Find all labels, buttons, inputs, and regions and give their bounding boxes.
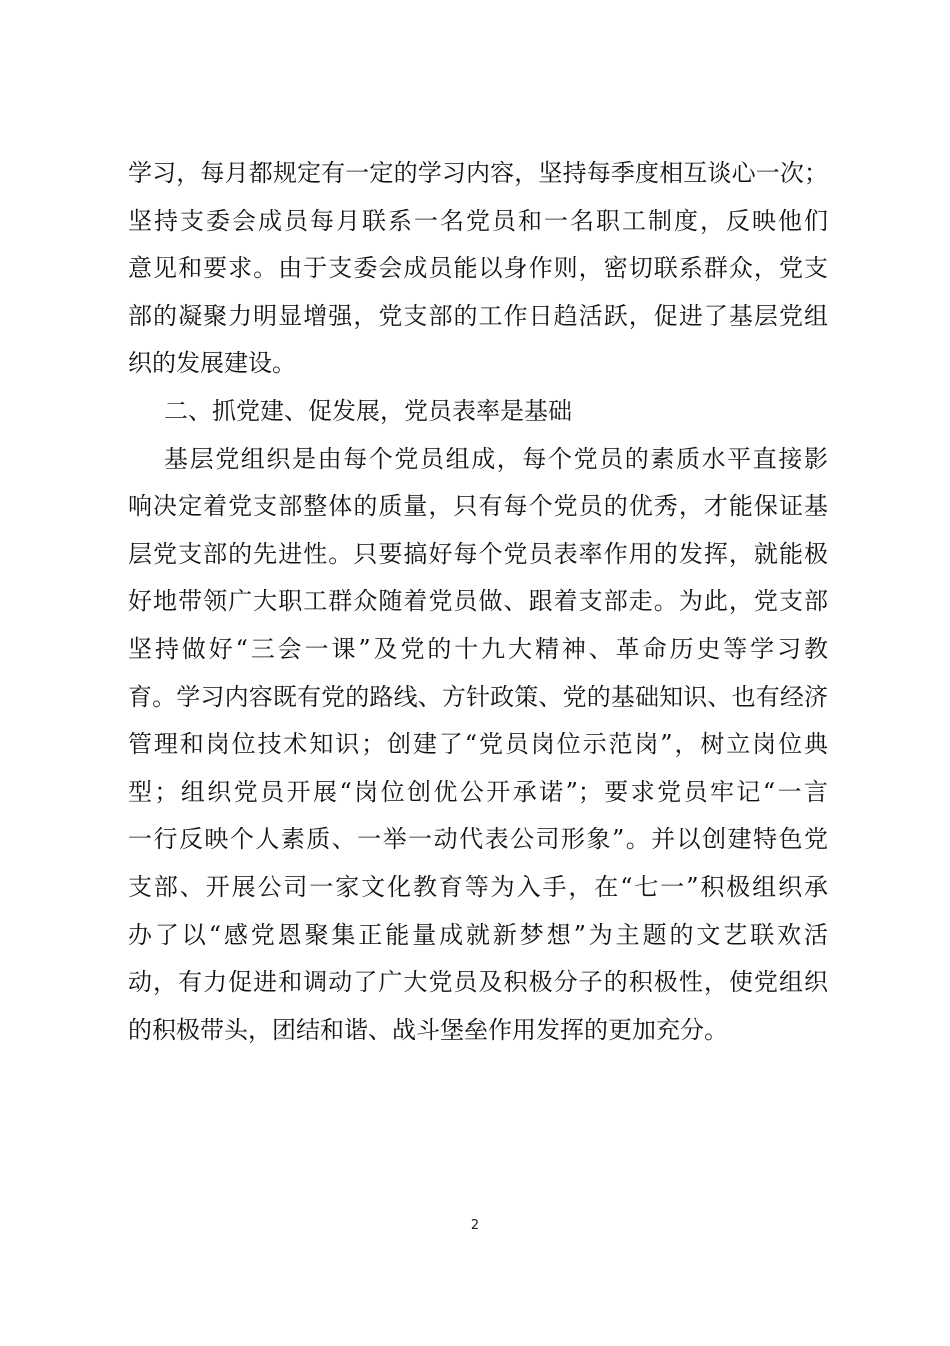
- paragraph-main: [128, 436, 828, 1055]
- paragraph-line: 学习，每月都规定有一定的学习内容，坚持每季度相互谈心一次；: [128, 159, 828, 187]
- paragraph-line: 意见和要求。由于支委会成员能以身作则，密切联系群众，党支: [128, 254, 828, 283]
- paragraph-line: 办了以“感党恩聚集正能量成就新梦想”为主题的文艺联欢活: [128, 920, 828, 949]
- paragraph-line: 动，有力促进和调动了广大党员及积极分子的积极性，使党组织: [128, 968, 828, 997]
- section-heading: 二、抓党建、促发展，党员表率是基础: [164, 396, 572, 425]
- paragraph-line: 部的凝聚力明显增强，党支部的工作日趋活跃，促进了基层党组: [128, 301, 828, 330]
- paragraph-line: 一行反映个人素质、一举一动代表公司形象”。并以创建特色党: [128, 825, 828, 854]
- paragraph-continued: [128, 150, 828, 388]
- document-body: [128, 150, 828, 1054]
- page-number: 2: [470, 1218, 480, 1233]
- paragraph-line: 好地带领广大职工群众随着党员做、跟着支部走。为此，党支部: [128, 587, 828, 616]
- paragraph-line: 支部、开展公司一家文化教育等为入手，在“七一”积极组织承: [128, 872, 828, 901]
- paragraph-line: 型；组织党员开展“岗位创优公开承诺”；要求党员牢记“一言: [128, 777, 828, 806]
- paragraph-line: 的积极带头，团结和谐、战斗堡垒作用发挥的更加充分。: [128, 1015, 728, 1044]
- paragraph-line: 基层党组织是由每个党员组成，每个党员的素质水平直接影: [164, 444, 828, 473]
- paragraph-line: 坚持支委会成员每月联系一名党员和一名职工制度，反映他们: [128, 206, 828, 235]
- paragraph-line: 织的发展建设。: [128, 349, 296, 378]
- paragraph-line: 响决定着党支部整体的质量，只有每个党员的优秀，才能保证基: [128, 492, 828, 521]
- paragraph-line: 管理和岗位技术知识；创建了“党员岗位示范岗”，树立岗位典: [128, 730, 828, 759]
- paragraph-line: 育。学习内容既有党的路线、方针政策、党的基础知识、也有经济: [128, 682, 828, 711]
- paragraph-line: 坚持做好“三会一课”及党的十九大精神、革命历史等学习教: [128, 634, 828, 663]
- paragraph-line: 层党支部的先进性。只要搞好每个党员表率作用的发挥，就能极: [128, 539, 828, 568]
